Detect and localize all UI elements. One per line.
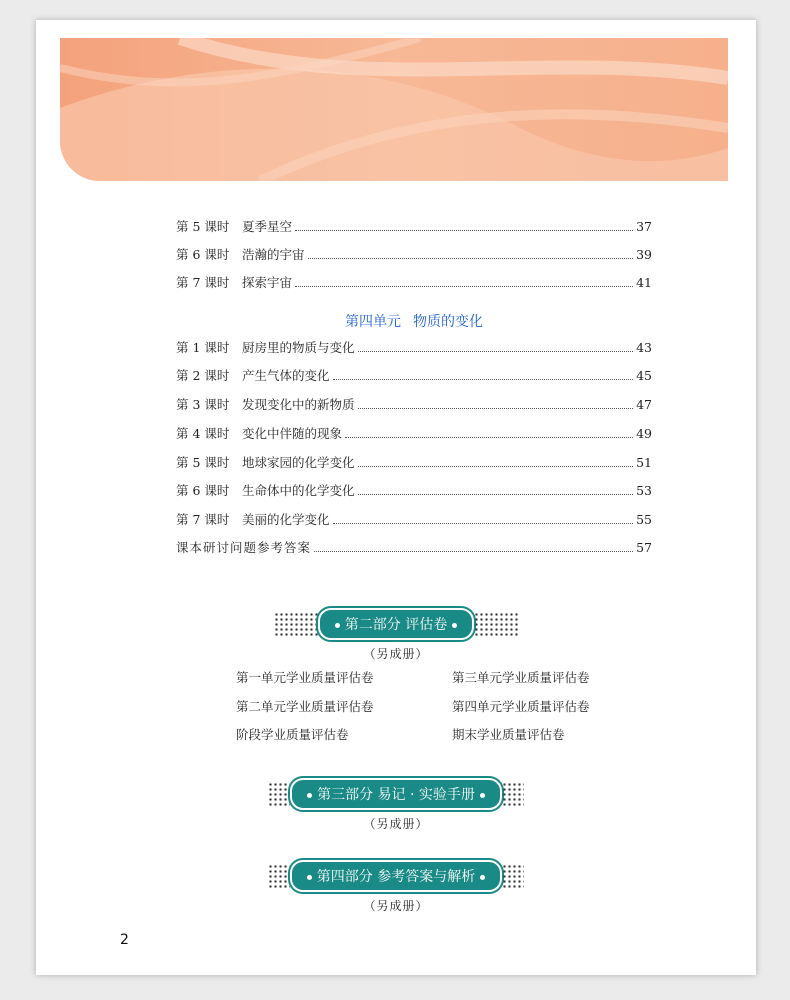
lesson-title: 夏季星空 [242,219,293,234]
page-ref: 47 [636,396,652,412]
assessment-item[interactable]: 第三单元学业质量评估卷 [452,670,590,685]
lesson-number: 第 1 课时 [176,340,230,355]
assessment-item[interactable]: 第四单元学业质量评估卷 [452,699,590,714]
leader-dots [333,514,634,524]
toc-row[interactable] [176,366,652,384]
lesson-title: 探索宇宙 [242,275,293,290]
page-ref: 39 [636,246,652,262]
lesson-number: 第 2 课时 [176,368,230,383]
leader-dots [345,428,633,438]
part2-section [36,608,756,662]
part3-subtitle: （另成册） [363,817,429,831]
part2-banner [274,608,518,640]
dot-pattern [474,612,518,636]
dot-pattern [502,864,524,888]
page-ref: 45 [636,367,652,383]
toc-row-answers[interactable] [176,538,652,556]
leader-dots [358,399,634,409]
toc-row[interactable] [176,453,652,471]
page-ref: 41 [636,274,652,290]
book-page [36,20,756,975]
lesson-title: 地球家园的化学变化 [242,455,355,470]
unit-title: 物质的变化 [413,314,483,330]
assessment-item[interactable]: 期末学业质量评估卷 [452,727,565,742]
part3-title: 第三部分 易记 · 实验手册 [290,778,502,810]
lesson-number: 第 6 课时 [176,483,230,498]
lesson-title: 美丽的化学变化 [242,512,330,527]
lesson-number: 第 7 课时 [176,275,230,290]
assessment-item[interactable]: 阶段学业质量评估卷 [236,727,349,742]
lesson-title: 厨房里的物质与变化 [242,340,355,355]
page-ref: 57 [636,539,652,555]
toc-row[interactable] [176,481,652,499]
toc-row[interactable] [176,424,652,442]
lesson-number: 第 4 课时 [176,426,230,441]
banner-graphic [60,38,728,181]
part4-title: 第四部分 参考答案与解析 [290,860,502,892]
toc-row[interactable] [176,273,652,291]
dot-pattern [502,782,524,806]
page-ref: 37 [636,218,652,234]
part3-section [36,778,756,832]
dot-pattern [268,782,290,806]
page-ref: 53 [636,482,652,498]
part4-section [36,860,756,914]
part2-subtitle: （另成册） [363,647,429,661]
leader-dots [295,221,633,231]
page-number: 2 [120,932,129,948]
dot-pattern [274,612,318,636]
unit-heading [176,311,652,331]
lesson-number: 第 3 课时 [176,397,230,412]
lesson-title: 浩瀚的宇宙 [242,247,305,262]
lesson-title: 产生气体的变化 [242,368,330,383]
toc-row[interactable] [176,338,652,356]
lesson-number: 第 7 课时 [176,512,230,527]
page-ref: 55 [636,511,652,527]
leader-dots [333,370,634,380]
toc-row[interactable] [176,217,652,235]
lesson-title: 生命体中的化学变化 [242,483,355,498]
leader-dots [295,277,633,287]
part4-subtitle: （另成册） [363,899,429,913]
toc-row[interactable] [176,245,652,263]
lesson-number: 第 5 课时 [176,219,230,234]
leader-dots [308,249,634,259]
leader-dots [358,485,634,495]
lesson-number: 第 5 课时 [176,455,230,470]
lesson-title: 变化中伴随的现象 [242,426,343,441]
part3-banner [268,778,524,810]
dot-pattern [268,864,290,888]
leader-dots [358,342,634,352]
part4-banner [268,860,524,892]
lesson-number: 第 6 课时 [176,247,230,262]
answers-title: 课本研讨问题参考答案 [176,540,312,555]
toc-row[interactable] [176,395,652,413]
page-ref: 43 [636,339,652,355]
toc-row[interactable] [176,510,652,528]
part2-title: 第二部分 评估卷 [318,608,474,640]
lesson-title: 发现变化中的新物质 [242,397,355,412]
unit-label: 第四单元 [345,314,401,330]
leader-dots [358,457,634,467]
leader-dots [314,542,633,552]
header-banner [60,38,728,181]
page-ref: 49 [636,425,652,441]
assessment-item[interactable]: 第一单元学业质量评估卷 [236,670,374,685]
page-ref: 51 [636,454,652,470]
assessment-item[interactable]: 第二单元学业质量评估卷 [236,699,374,714]
